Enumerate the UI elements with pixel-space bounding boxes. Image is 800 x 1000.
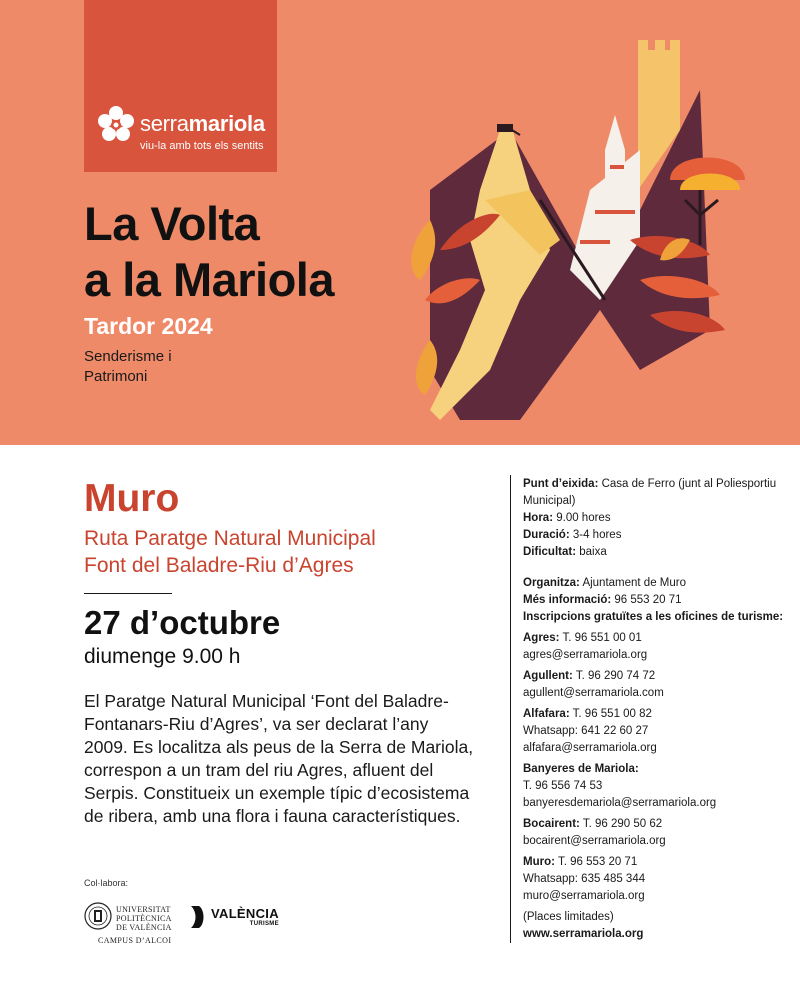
- event-place: Muro: [84, 477, 180, 520]
- limited-places: (Places limitades): [523, 911, 614, 923]
- event-route: Ruta Paratge Natural Municipal Font del Baladre-Riu d’Agres: [84, 527, 376, 577]
- info-start: Punt d’eixida: Casa de Ferro (junt al Poliesportiu Municipal): [523, 478, 777, 507]
- office-bocairent: Bocairent: T. 96 290 50 62: [523, 818, 663, 830]
- website-link[interactable]: www.serramariola.org: [523, 928, 644, 940]
- upv-name: UNIVERSITAT POLITÈCNICA DE VALÈNCIA: [116, 905, 172, 932]
- info-signup: Inscripcions gratuïtes a les oficines de turisme:: [523, 611, 784, 623]
- info-more: Més informació: 96 553 20 71: [523, 594, 682, 606]
- hiker-landscape-illustration: [400, 40, 780, 445]
- column-divider: [510, 475, 511, 943]
- brand-tagline: viu-la amb tots els sentits: [140, 140, 264, 152]
- office-muro: Muro: T. 96 553 20 71: [523, 856, 638, 868]
- header-banner: [0, 0, 800, 445]
- upv-logo: [84, 902, 184, 948]
- brand-logo: [96, 104, 265, 144]
- upv-campus: CAMPUS D’ALCOI: [98, 936, 172, 945]
- valencia-turisme-logo: VALÈNCIA TURISME: [189, 904, 279, 930]
- event-date: 27 d’octubre: [84, 604, 281, 641]
- info-organizer: Organitza: Ajuntament de Muro: [523, 577, 686, 589]
- brand-logo-box: [84, 0, 277, 172]
- office-alfafara: Alfafara: T. 96 551 00 82: [523, 708, 652, 720]
- collab-label: Col·labora:: [84, 878, 129, 888]
- brand-name: serramariola: [140, 111, 265, 136]
- season-label: Tardor 2024: [84, 313, 213, 339]
- university-seal-icon: [84, 902, 112, 930]
- valencia-turisme-mark-icon: [189, 904, 207, 930]
- divider-rule: [84, 593, 172, 594]
- flower-logo-icon: [96, 104, 136, 144]
- office-agres: Agres: T. 96 551 00 01: [523, 632, 642, 644]
- info-difficulty: Dificultat: baixa: [523, 546, 607, 558]
- office-banyeres: Banyeres de Mariola:: [523, 763, 639, 775]
- subtitle: Senderisme i Patrimoni: [84, 348, 172, 385]
- info-duration: Duració: 3-4 hores: [523, 529, 622, 541]
- info-panel: Punt d’eixida: Casa de Ferro (junt al Poliesportiu Municipal) Hora: 9.00 hores Duració: 3-4 hores Dificultat: baixa Organitza: Ajuntament de Muro Més informació: 96 553 20 71 Inscripcions gratuïtes a les oficines de turisme: Agres: T. 96 551 00 01 agres@serramariola.org Agullent: T. 96 290 74 72 agullent@serramariola.com Alfafara: T. 96 551 00 82 Whatsapp: 641 22 60 27 alfafara@serramariola.org Banyeres de Mariola: T. 96 556 74 53 banyeresdemariola@serramariola.org Bocairent: T. 96 290 50 62 bocairent@serramariola.org Muro: T. 96 553 20 71 Whatsapp: 635 485 344 muro@serramariola.org (Places limitades) www.serramariola.org: [523, 476, 793, 943]
- office-agullent: Agullent: T. 96 290 74 72: [523, 670, 656, 682]
- info-time: Hora: 9.00 hores: [523, 512, 611, 524]
- page-title: La Volta a la Mariola: [84, 197, 334, 306]
- event-details: [84, 475, 484, 828]
- event-day-time: diumenge 9.00 h: [84, 645, 241, 668]
- event-description: El Paratge Natural Municipal ‘Font del Baladre-Fontanars-Riu d’Agres’, va ser declarat l’any 2009. Es localitza als peus de la Serra de Mariola, correspon a un tram del riu Agres, afluent del Serpis. Constitueix un exemple típic d’ecosistema de ribera, amb una flora i fauna característiques.: [84, 691, 474, 826]
